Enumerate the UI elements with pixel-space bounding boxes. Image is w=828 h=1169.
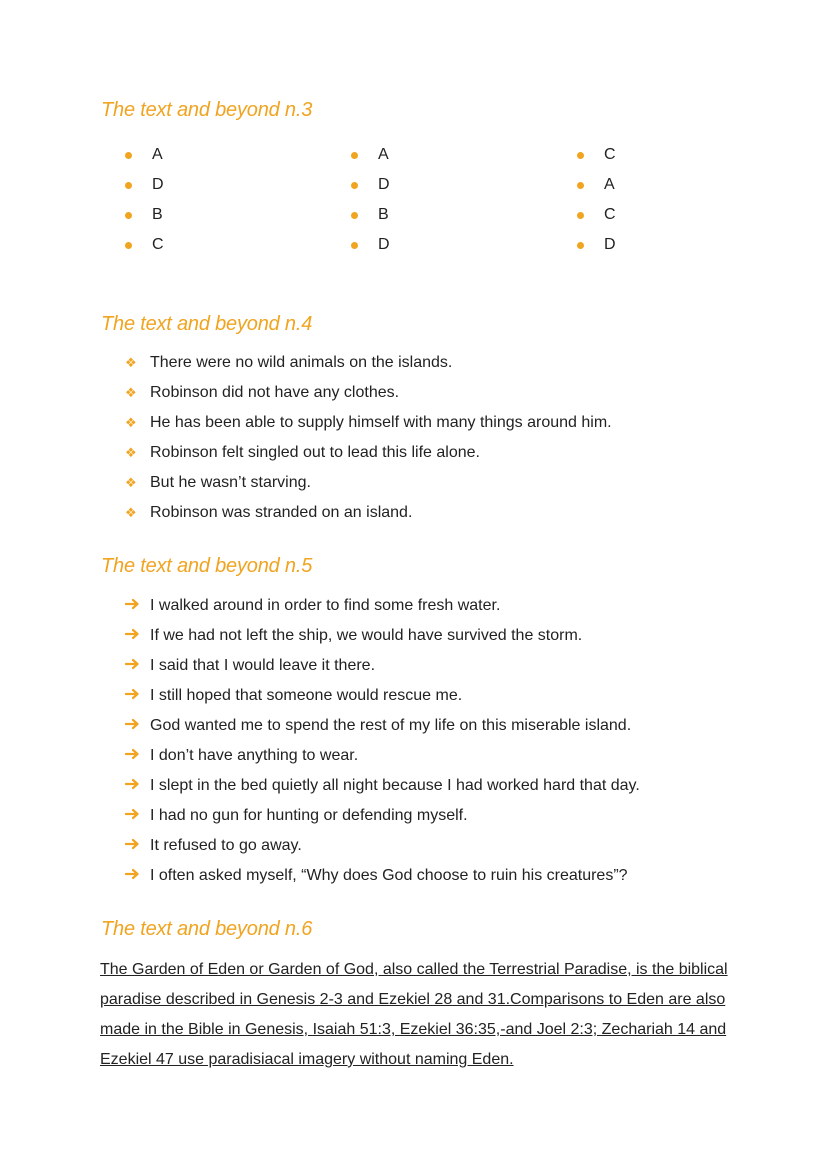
list-item: ❖ There were no wild animals on the islands. [125,354,453,371]
arrow-right-icon [125,747,150,765]
arrow-right-icon [125,657,150,675]
list-item: C [125,230,164,260]
dot-icon [125,212,132,219]
answers-column-1 [125,140,164,260]
list-item: D [125,170,164,200]
dot-icon [577,242,584,249]
list-item: D [351,170,390,200]
answers-column-2 [351,140,390,260]
list-item: I often asked myself, “Why does God choose to ruin his creatures”? [125,861,640,891]
section-5-list [125,591,640,891]
arrow-right-icon [125,867,150,885]
list-item: I don’t have anything to wear. [125,741,640,771]
list-item: If we had not left the ship, we would have survived the storm. [125,621,640,651]
list-item: B [351,200,390,230]
list-item: B [125,200,164,230]
diamond-bullet-icon: ❖ [125,385,137,400]
diamond-bullet-icon: ❖ [125,415,137,430]
diamond-bullet-icon: ❖ [125,505,137,520]
arrow-right-icon [125,807,150,825]
eden-paragraph: The Garden of Eden or Garden of God, also called the Terrestrial Paradise, is the biblical paradise described in Genesis 2-3 and Ezekiel 28 and 31.Comparisons to Eden are also made in the Bible in Genesis, Isaiah 51:3, Ezekiel 36:35,-and Joel 2:3; Zechariah 14 and Ezekiel 47 use paradisiacal imagery without naming Eden. [100,961,728,1068]
diamond-bullet-icon: ❖ [125,355,137,370]
arrow-right-icon [125,777,150,795]
list-item: I said that I would leave it there. [125,651,640,681]
list-item: I still hoped that someone would rescue me. [125,681,640,711]
dot-icon [351,152,358,159]
dot-icon [577,152,584,159]
dot-icon [351,242,358,249]
list-item: I walked around in order to find some fresh water. [125,591,640,621]
section-5-heading: The text and beyond n.5 [101,555,313,577]
list-item: A [577,170,616,200]
list-item: A [351,140,390,170]
list-item: D [351,230,390,260]
diamond-bullet-icon: ❖ [125,445,137,460]
arrow-right-icon [125,597,150,615]
list-item: D [577,230,616,260]
list-item: I had no gun for hunting or defending myself. [125,801,640,831]
dot-icon [351,212,358,219]
list-item: It refused to go away. [125,831,640,861]
section-3-heading: The text and beyond n.3 [101,99,313,121]
section-4-list [125,348,612,528]
section-6-heading: The text and beyond n.6 [101,918,313,940]
dot-icon [351,182,358,189]
arrow-right-icon [125,687,150,705]
section-4-heading: The text and beyond n.4 [101,313,313,335]
list-item: ❖ He has been able to supply himself with many things around him. [125,414,612,431]
arrow-right-icon [125,627,150,645]
list-item: C [577,200,616,230]
list-item: A [125,140,164,170]
dot-icon [577,182,584,189]
dot-icon [125,242,132,249]
list-item: I slept in the bed quietly all night because I had worked hard that day. [125,771,640,801]
arrow-right-icon [125,837,150,855]
list-item: ❖ Robinson felt singled out to lead this life alone. [125,444,480,461]
dot-icon [125,182,132,189]
list-item: C [577,140,616,170]
list-item: ❖ Robinson was stranded on an island. [125,504,413,521]
arrow-right-icon [125,717,150,735]
answers-column-3 [577,140,616,260]
list-item: ❖ Robinson did not have any clothes. [125,384,400,401]
dot-icon [125,152,132,159]
dot-icon [577,212,584,219]
diamond-bullet-icon: ❖ [125,475,137,490]
list-item: God wanted me to spend the rest of my life on this miserable island. [125,711,640,741]
list-item: ❖ But he wasn’t starving. [125,474,311,491]
